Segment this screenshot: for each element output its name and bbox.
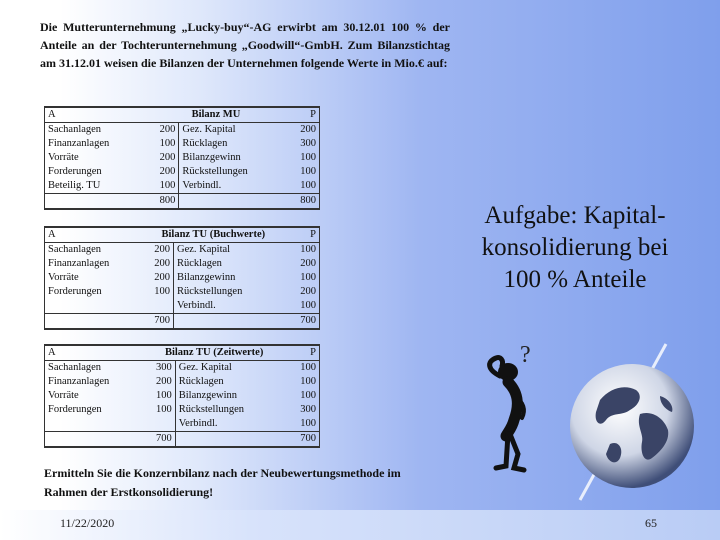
asset-value: 300 (140, 361, 175, 376)
asset-value: 100 (146, 137, 179, 151)
liability-value: 200 (300, 258, 316, 269)
table-row (45, 375, 320, 389)
liability-label: Rücklagen (182, 138, 228, 149)
liability-label: Verbindl. (177, 300, 216, 311)
liability-value: 300 (300, 404, 316, 415)
total-liabilities: 700 (288, 432, 320, 448)
asset-label: Vorräte (48, 152, 79, 163)
liability-label: Rückstellungen (182, 166, 248, 177)
balance-title: Bilanz TU (Buchwerte) (138, 227, 289, 243)
table-row (45, 361, 320, 376)
table-row (45, 179, 320, 194)
liability-value: 100 (300, 418, 316, 429)
total-row (45, 194, 320, 210)
asset-value (138, 299, 174, 314)
asset-value: 200 (138, 257, 174, 271)
table-row (45, 243, 320, 258)
asset-value: 200 (146, 151, 179, 165)
document-text (40, 18, 450, 72)
slide-title (452, 200, 698, 296)
asset-label: Finanzanlagen (48, 138, 110, 149)
empty-cell (174, 314, 289, 330)
liability-value: 200 (300, 124, 316, 135)
liability-value: 100 (300, 180, 316, 191)
title-line-3: 100 % Anteile (503, 266, 647, 293)
liability-label: Gez. Kapital (178, 362, 232, 373)
footer-date: 11/22/2020 (60, 516, 115, 530)
asset-value: 200 (146, 123, 179, 138)
balance-header (45, 227, 320, 243)
liabilities-head: P (286, 107, 319, 123)
total-assets: 700 (138, 314, 174, 330)
liability-value: 100 (300, 152, 316, 163)
asset-label (45, 299, 138, 314)
assets-head: A (45, 345, 141, 361)
asset-label: Forderungen (48, 166, 102, 177)
asset-label: Forderungen (48, 286, 102, 297)
liability-value: 100 (300, 244, 316, 255)
empty-cell (45, 194, 146, 210)
liability-value: 100 (300, 376, 316, 387)
svg-text:?: ? (520, 342, 531, 368)
liability-value: 100 (300, 362, 316, 373)
asset-value: 100 (140, 389, 175, 403)
total-assets: 700 (140, 432, 175, 448)
page-number: 65 (645, 516, 657, 530)
liability-value: 100 (300, 390, 316, 401)
asset-value: 200 (138, 271, 174, 285)
liability-label: Gez. Kapital (182, 124, 236, 135)
total-row (45, 432, 320, 448)
asset-label: Beteilig. TU (48, 180, 101, 191)
liability-label: Bilanzgewinn (177, 272, 236, 283)
liability-label: Verbindl. (178, 418, 218, 429)
asset-label: Forderungen (48, 404, 102, 415)
thinking-person-icon (478, 340, 558, 480)
asset-label: Sachanlagen (48, 362, 102, 373)
asset-value: 200 (146, 165, 179, 179)
table-row (45, 417, 320, 432)
task-instruction: Ermitteln Sie die Konzernbilanz nach der Neubewertungsmethode im Rahmen der Erstkonsolidierung! (44, 466, 401, 499)
table-row (45, 271, 320, 285)
table-row (45, 165, 320, 179)
liabilities-head: P (289, 227, 320, 243)
intro-paragraph: Die Mutterunternehmung „Lucky-buy“-AG erwirbt am 30.12.01 100 % der Anteile an der Tochterunternehmung „Goodwill“-GmbH. Zum Bilanzstichtag am 31.12.01 weisen die Bilanzen der Unternehmen folgende Werte in Mio.€ auf: (40, 20, 450, 70)
asset-value: 200 (138, 243, 174, 258)
liability-label: Rückstellungen (177, 286, 243, 297)
asset-value: 200 (140, 375, 175, 389)
asset-label: Sachanlagen (48, 244, 102, 255)
asset-value: 100 (146, 179, 179, 194)
total-row (45, 314, 320, 330)
balance-tu-fair-table (44, 344, 320, 448)
balance-mu-table (44, 106, 320, 210)
balance-title: Bilanz MU (146, 107, 287, 123)
table-row (45, 257, 320, 271)
liabilities-head: P (288, 345, 320, 361)
asset-label: Vorräte (48, 390, 79, 401)
total-liabilities: 800 (286, 194, 319, 210)
balance-header (45, 107, 320, 123)
liability-label: Gez. Kapital (177, 244, 231, 255)
table-row (45, 123, 320, 138)
liability-value: 100 (300, 166, 316, 177)
liability-value: 300 (300, 138, 316, 149)
asset-value: 100 (138, 285, 174, 299)
balance-tu-book-table (44, 226, 320, 330)
liability-value: 100 (300, 300, 316, 311)
liability-label: Rücklagen (177, 258, 222, 269)
table-row (45, 285, 320, 299)
assets-head: A (45, 227, 138, 243)
liability-value: 200 (300, 286, 316, 297)
asset-label: Finanzanlagen (48, 376, 110, 387)
liability-label: Bilanzgewinn (182, 152, 241, 163)
asset-label: Sachanlagen (48, 124, 102, 135)
title-line-1: Aufgabe: Kapital- (484, 202, 666, 229)
asset-value (140, 417, 175, 432)
asset-label (45, 417, 141, 432)
assets-head: A (45, 107, 146, 123)
liability-label: Verbindl. (182, 180, 222, 191)
title-line-2: konsolidierung bei (481, 234, 669, 261)
empty-cell (45, 432, 141, 448)
balance-title: Bilanz TU (Zeitwerte) (140, 345, 288, 361)
empty-cell (179, 194, 286, 210)
total-liabilities: 700 (289, 314, 320, 330)
asset-label: Finanzanlagen (48, 258, 110, 269)
table-row (45, 403, 320, 417)
table-row (45, 137, 320, 151)
liability-value: 100 (300, 272, 316, 283)
total-assets: 800 (146, 194, 179, 210)
table-row (45, 151, 320, 165)
table-row (45, 389, 320, 403)
liability-label: Rücklagen (178, 376, 224, 387)
globe-icon (560, 340, 700, 512)
empty-cell (175, 432, 288, 448)
empty-cell (45, 314, 138, 330)
table-row (45, 299, 320, 314)
asset-value: 100 (140, 403, 175, 417)
balance-header (45, 345, 320, 361)
asset-label: Vorräte (48, 272, 79, 283)
liability-label: Bilanzgewinn (178, 390, 238, 401)
liability-label: Rückstellungen (178, 404, 245, 415)
